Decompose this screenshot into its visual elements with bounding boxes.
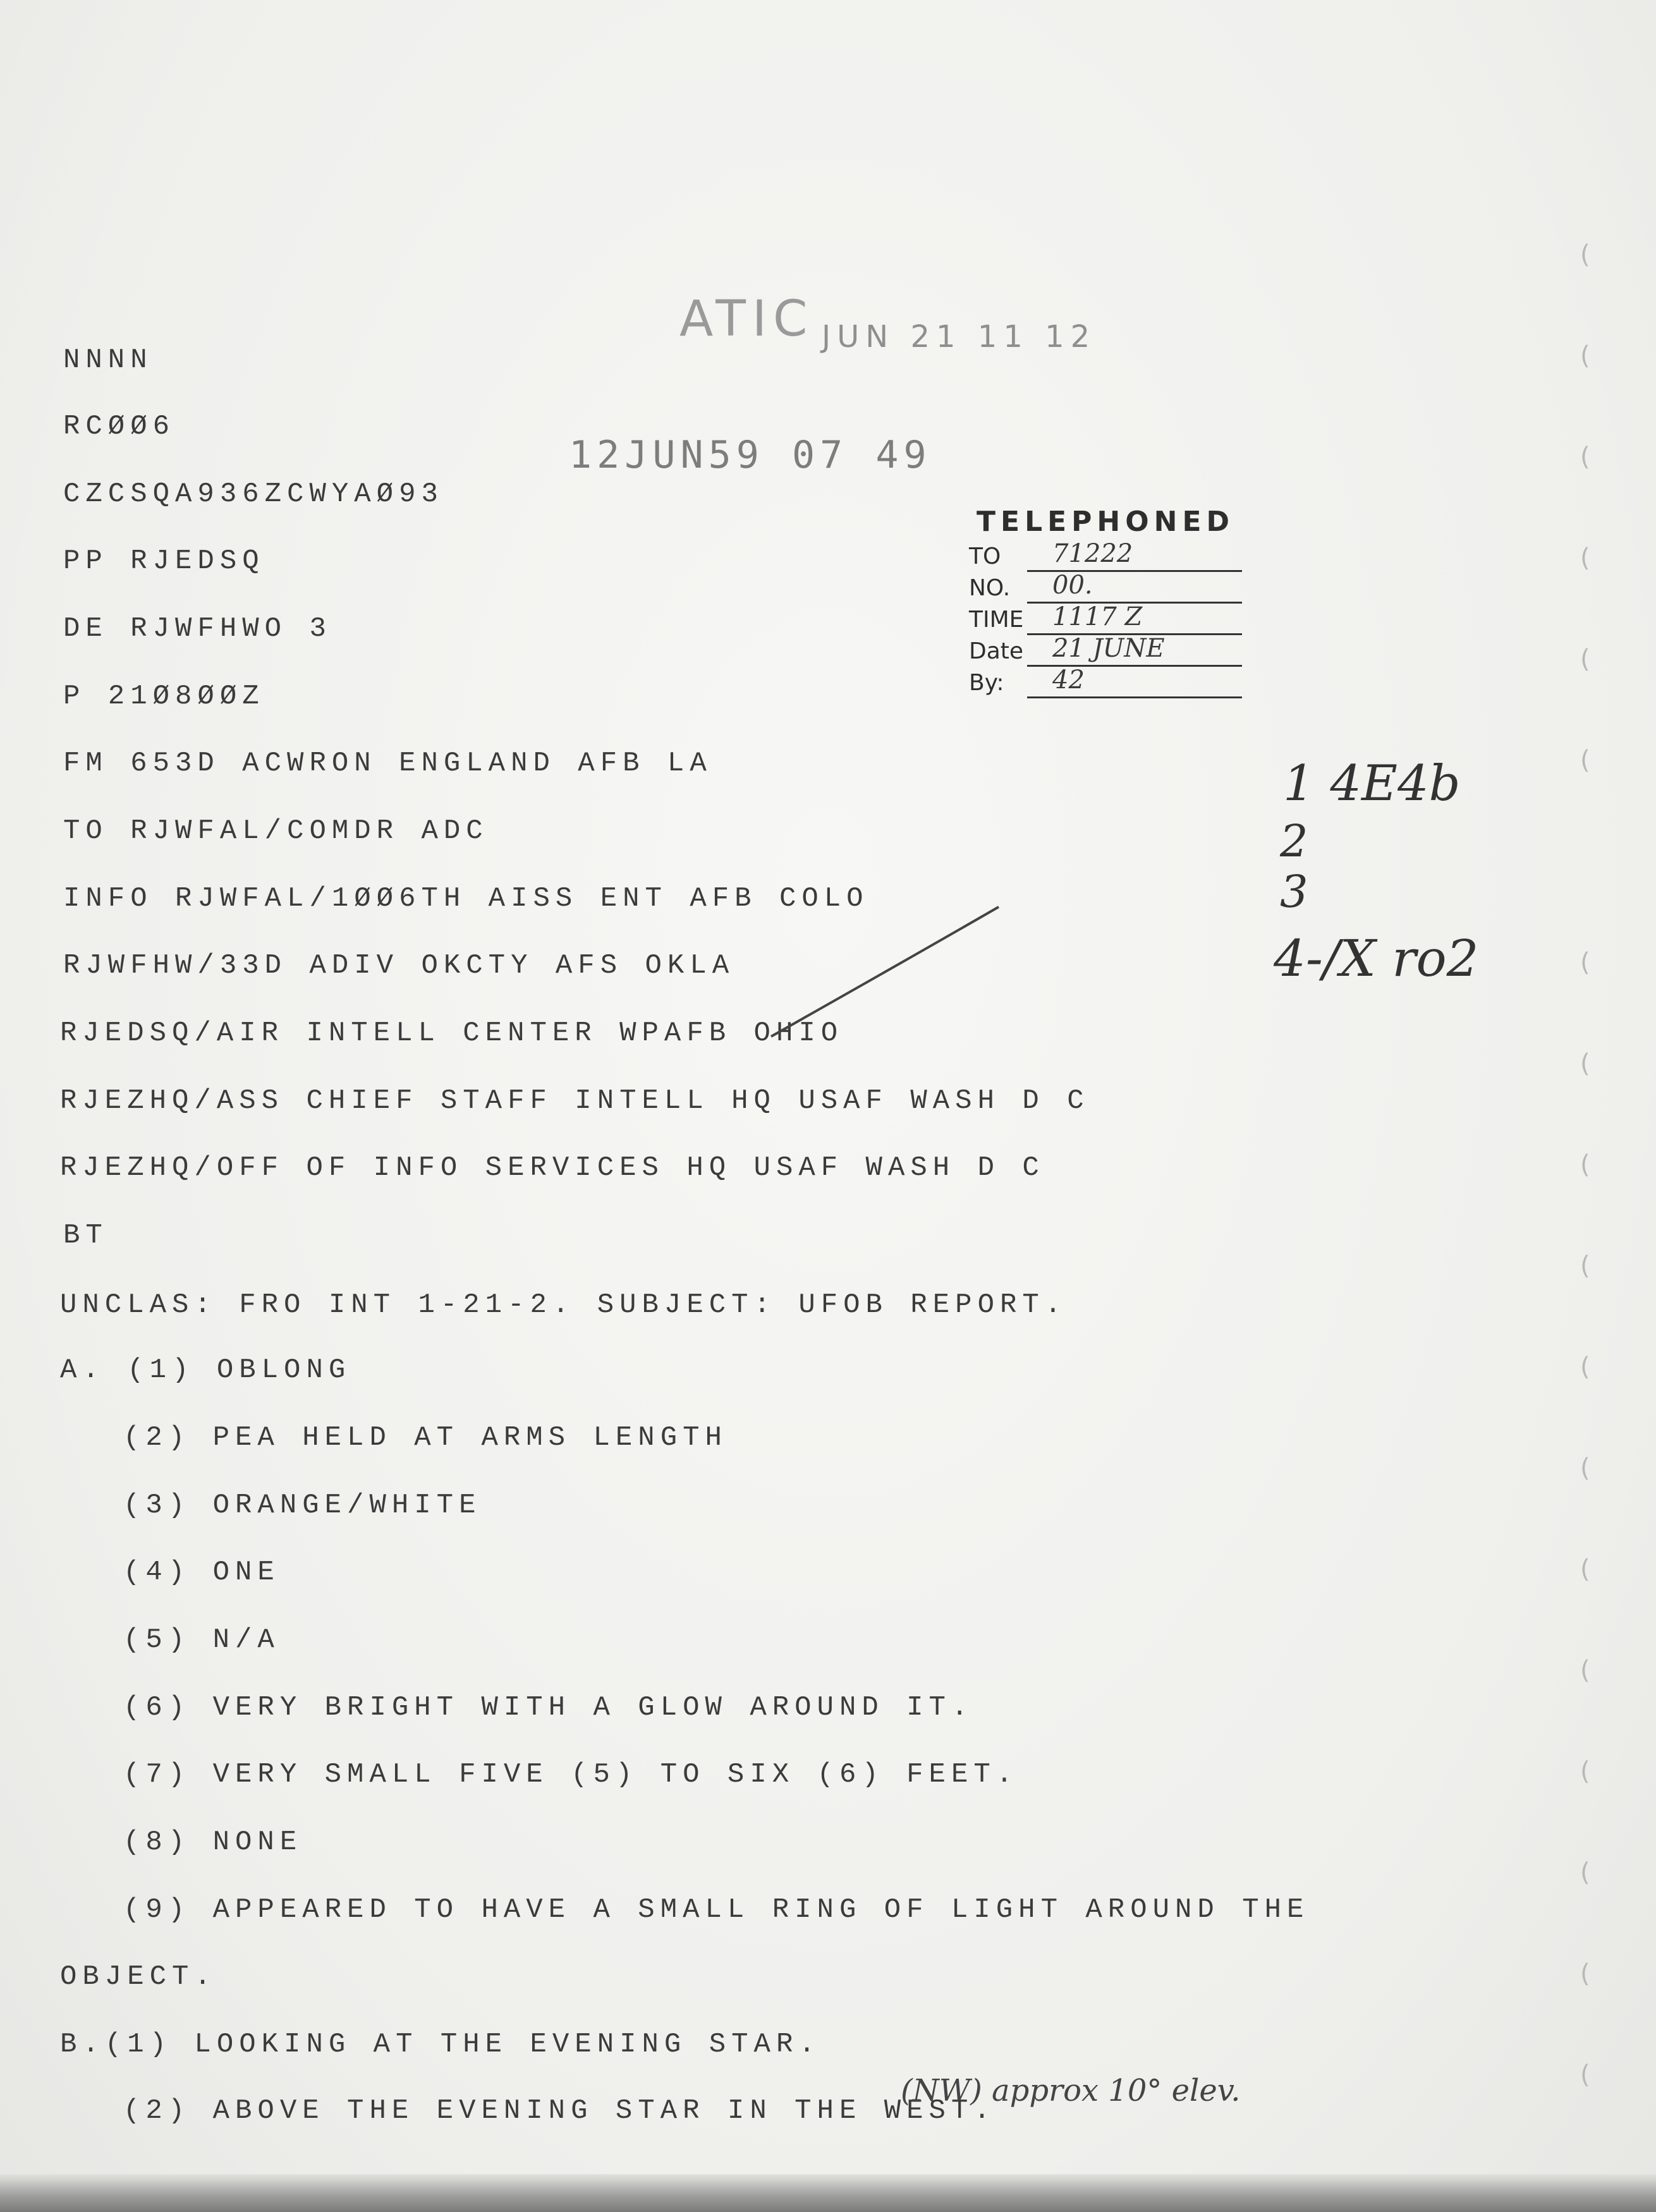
telephoned-value: 21 JUNE — [1052, 634, 1165, 663]
body-line: (6) VERY BRIGHT WITH A GLOW AROUND IT. — [123, 1692, 974, 1723]
header-line: CZCSQA936ZCWYAØ93 — [63, 478, 444, 510]
feed-hole-mark: ( — [1580, 2060, 1590, 2089]
header-line: RJEZHQ/OFF OF INFO SERVICES HQ USAF WASH D C — [60, 1152, 1045, 1184]
feed-hole-mark: ( — [1580, 645, 1590, 674]
header-line: NNNN — [63, 344, 153, 376]
feed-hole-mark: ( — [1580, 948, 1590, 977]
pen-stroke — [758, 897, 1011, 1055]
received-date-stamp: 12JUN59 07 49 — [569, 433, 932, 477]
body-line: (7) VERY SMALL FIVE (5) TO SIX (6) FEET. — [123, 1759, 1019, 1790]
telephoned-row-time — [964, 604, 1242, 635]
header-line: DE RJWFHWO 3 — [63, 613, 332, 645]
atic-date-stamp: JUN 21 11 12 — [822, 319, 1097, 355]
telephoned-label: TIME — [969, 607, 1024, 633]
handwritten-note-west: (NW) approx 10° elev. — [901, 2073, 1241, 2108]
feed-hole-mark: ( — [1580, 1757, 1590, 1786]
header-line: RCØØ6 — [63, 411, 176, 442]
telephoned-value: 71222 — [1052, 539, 1133, 568]
header-line: RJEZHQ/ASS CHIEF STAFF INTELL HQ USAF WASH D C — [60, 1085, 1090, 1117]
feed-hole-mark: ( — [1580, 1352, 1590, 1382]
telephoned-row-to — [964, 540, 1242, 572]
feed-hole-mark: ( — [1580, 442, 1590, 471]
header-line: BT — [63, 1220, 108, 1251]
handwritten-margin-note: 2 — [1280, 815, 1308, 867]
header-line: INFO RJWFAL/1ØØ6TH AISS ENT AFB COLO — [63, 883, 869, 915]
feed-hole-mark: ( — [1580, 1049, 1590, 1078]
telephoned-stamp — [964, 506, 1242, 720]
telephoned-row-by — [964, 667, 1242, 698]
body-line: (2) ABOVE THE EVENING STAR IN THE WEST. — [123, 2095, 996, 2127]
feed-hole-mark: ( — [1580, 544, 1590, 573]
telephoned-value: 1117 Z — [1052, 602, 1143, 631]
telephoned-label: Date — [969, 638, 1024, 664]
feed-hole-mark: ( — [1580, 1251, 1590, 1280]
feed-hole-mark: ( — [1580, 1555, 1590, 1584]
body-line: (9) APPEARED TO HAVE A SMALL RING OF LIGHT AROUND THE — [123, 1894, 1310, 1926]
feed-hole-mark: ( — [1580, 1959, 1590, 1988]
telephoned-value: 42 — [1052, 665, 1085, 695]
body-line: (5) N/A — [123, 1624, 280, 1656]
body-line: (8) NONE — [123, 1826, 303, 1858]
feed-hole-mark: ( — [1580, 1454, 1590, 1483]
body-line: OBJECT. — [60, 1961, 217, 1993]
header-line: FM 653D ACWRON ENGLAND AFB LA — [63, 748, 712, 779]
telephoned-value: 00. — [1052, 571, 1093, 600]
feed-hole-mark: ( — [1580, 1656, 1590, 1685]
telephoned-row-date — [964, 635, 1242, 667]
handwritten-margin-note: 1 4E4b — [1283, 755, 1461, 812]
body-line: UNCLAS: FRO INT 1-21-2. SUBJECT: UFOB REPORT. — [60, 1289, 1068, 1321]
telephoned-title: TELEPHONED — [977, 506, 1235, 538]
telephoned-label: By: — [969, 670, 1004, 696]
body-line: A. (1) OBLONG — [60, 1354, 351, 1386]
header-line: RJEDSQ/AIR INTELL CENTER WPAFB OHIO — [60, 1018, 844, 1049]
feed-hole-mark: ( — [1580, 1150, 1590, 1179]
header-line: P 21Ø8ØØZ — [63, 681, 265, 712]
telephoned-row-no — [964, 572, 1242, 604]
header-line: PP RJEDSQ — [63, 545, 265, 577]
handwritten-margin-note: 4-/X ro2 — [1274, 929, 1479, 988]
feed-hole-mark: ( — [1580, 341, 1590, 370]
body-line: B.(1) LOOKING AT THE EVENING STAR. — [60, 2029, 821, 2060]
scan-bottom-edge — [0, 2174, 1656, 2212]
feed-hole-mark: ( — [1580, 746, 1590, 775]
body-line: (4) ONE — [123, 1557, 280, 1588]
atic-stamp: ATIC — [679, 291, 814, 348]
feed-hole-mark: ( — [1580, 1858, 1590, 1887]
body-line: (2) PEA HELD AT ARMS LENGTH — [123, 1422, 728, 1454]
header-line: TO RJWFAL/COMDR ADC — [63, 815, 489, 847]
feed-hole-mark: ( — [1580, 240, 1590, 269]
handwritten-margin-note: 3 — [1280, 866, 1308, 918]
body-line: (3) ORANGE/WHITE — [123, 1490, 482, 1521]
telephoned-label: TO — [969, 544, 1001, 569]
header-line: RJWFHW/33D ADIV OKCTY AFS OKLA — [63, 950, 735, 981]
telephoned-label: NO. — [969, 575, 1011, 601]
